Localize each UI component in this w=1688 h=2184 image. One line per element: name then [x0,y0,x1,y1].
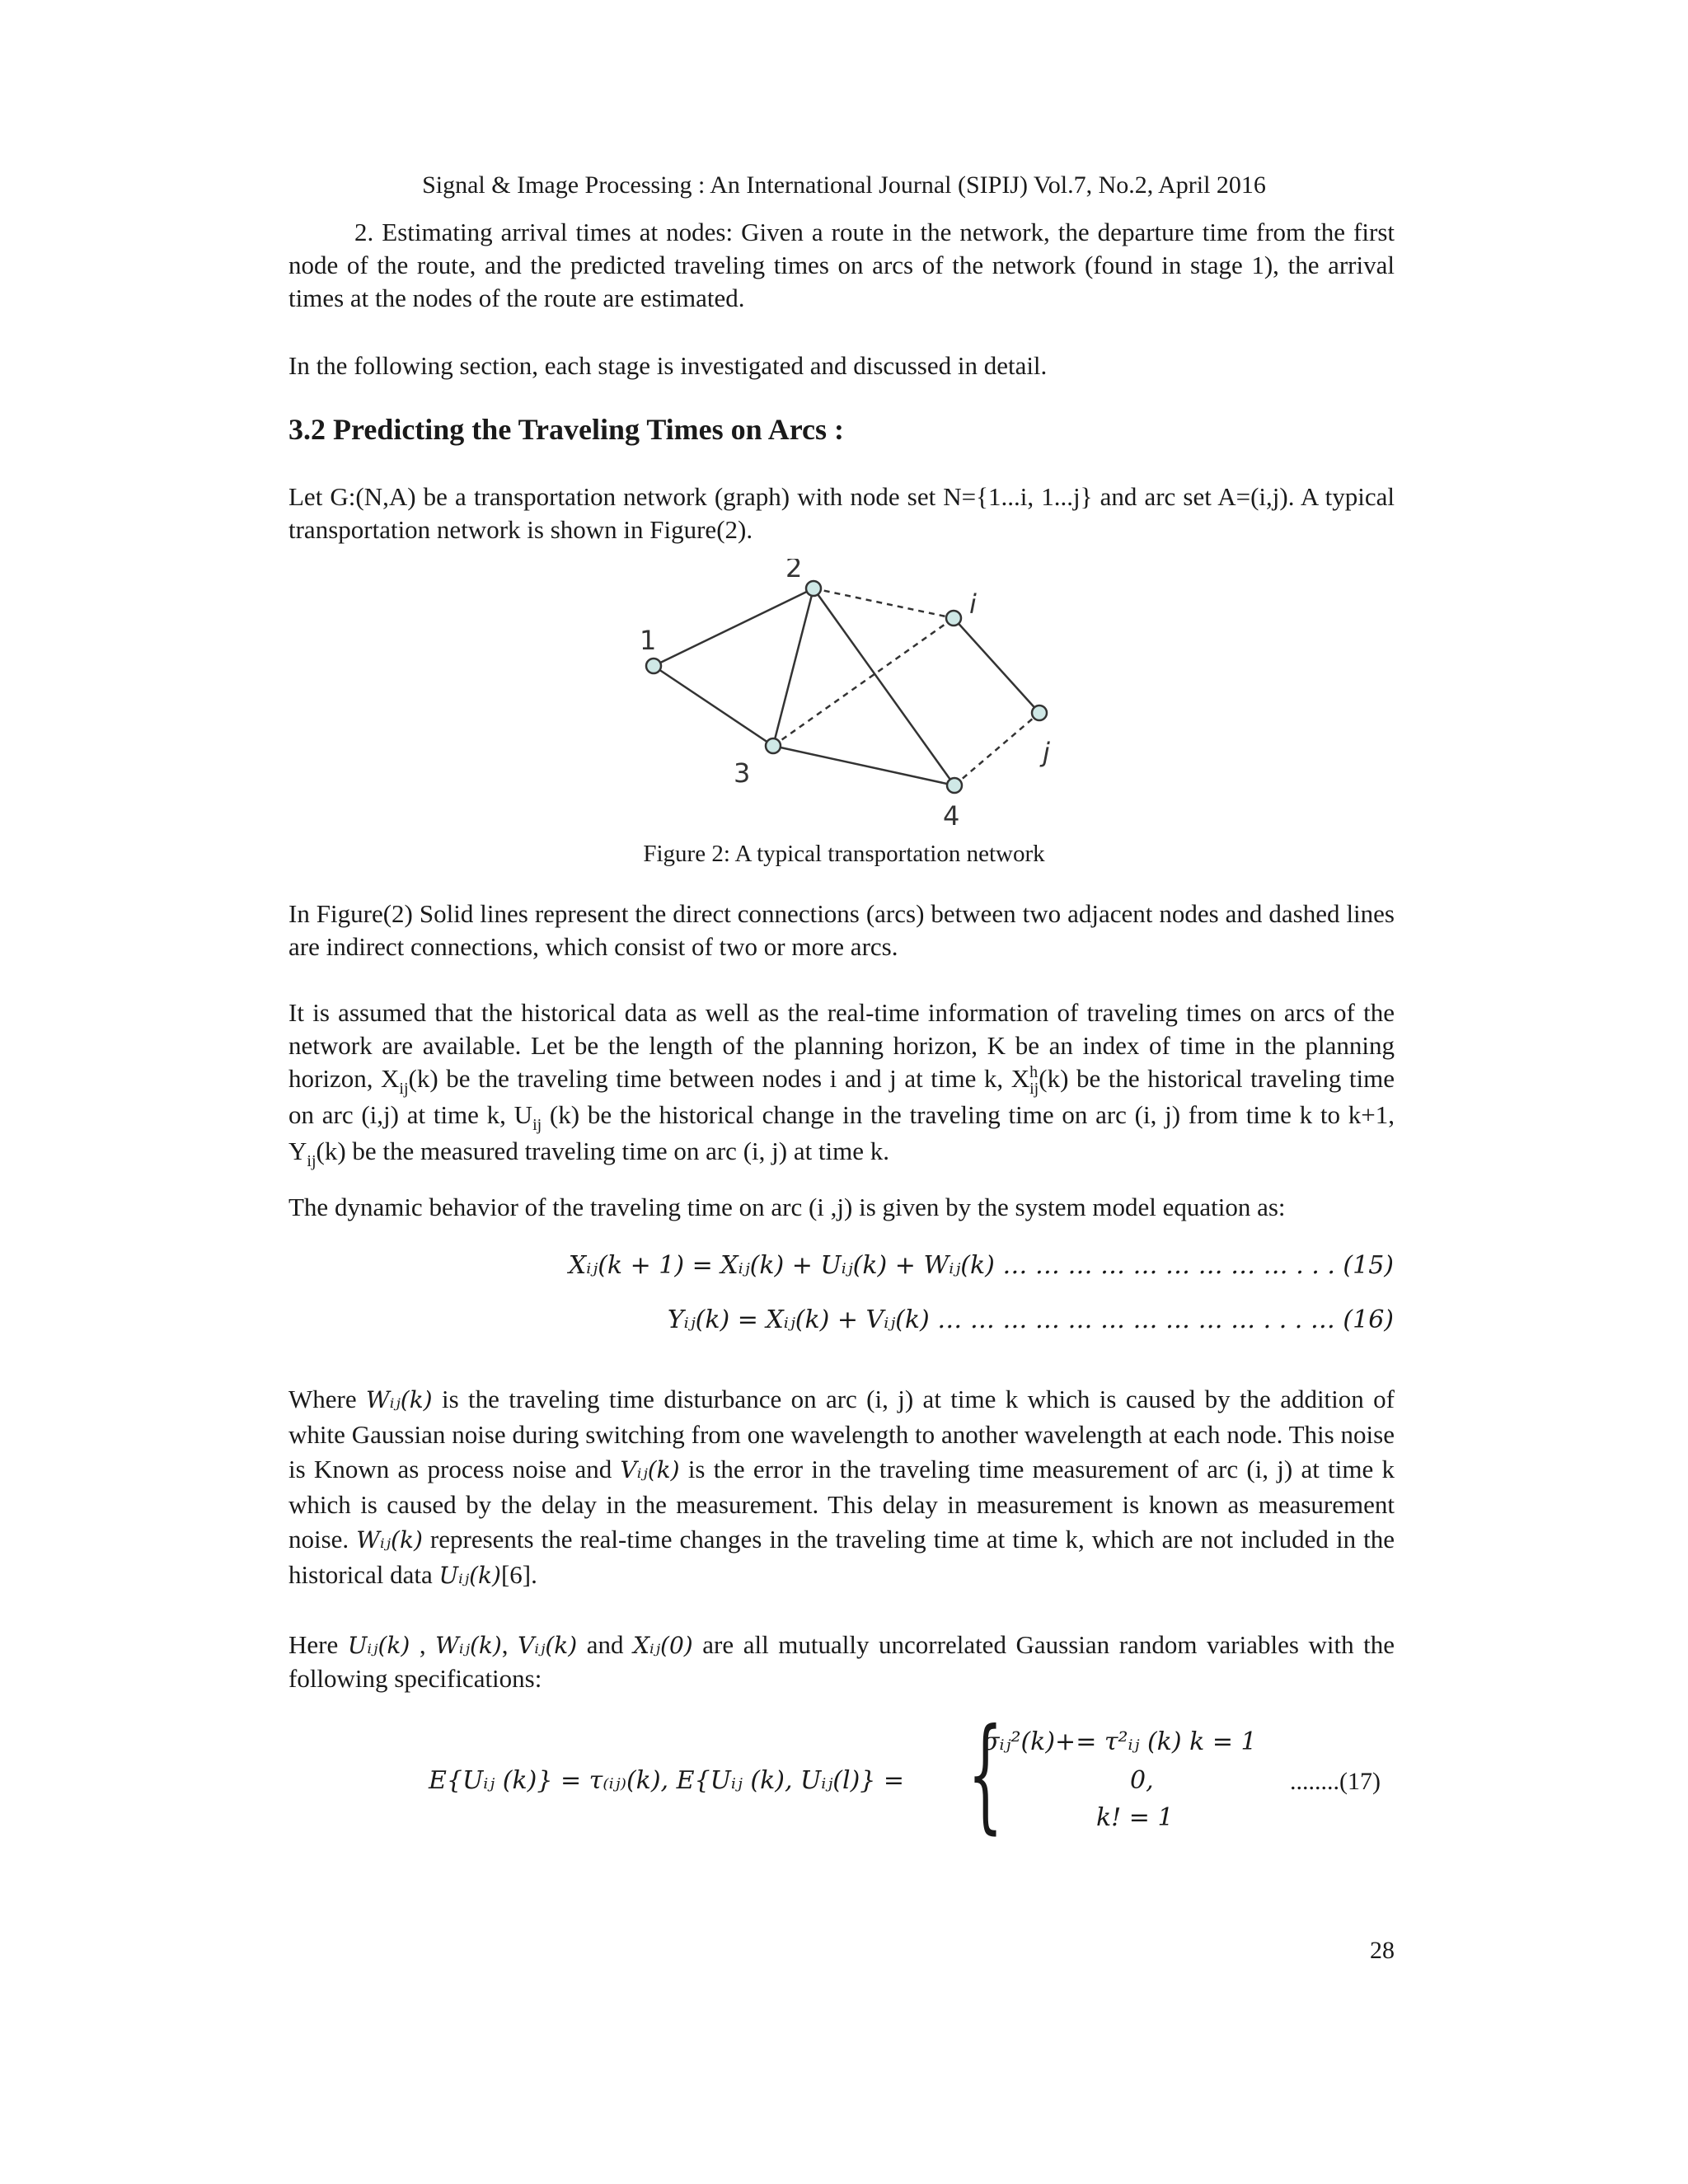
equation-17-brace: { [968,1703,1003,1846]
section-title: 3.2 Predicting the Traveling Times on Arcs : [288,413,844,446]
arc-2-4 [814,588,954,785]
paragraph-gaussian-variables: Here Uᵢⱼ(k) , Wᵢⱼ(k), Vᵢⱼ(k) and Xᵢⱼ(0) are all mutually uncorrelated Gaussian random variables with the following specifications: [288,1630,1395,1693]
equation-17-case-3: k! = 1 [1096,1803,1174,1832]
node-label-i: i [969,588,977,620]
node-3 [766,738,781,753]
network-diagram [610,559,1071,831]
paragraph-following-section: In the following section, each stage is investigated and discussed in detail. [288,351,1048,380]
arc-1-3 [654,666,773,746]
node-j [1032,705,1047,720]
node-4 [947,778,962,793]
equation-17-case-2: 0, [1130,1766,1154,1795]
page-number: 28 [1370,1937,1395,1964]
node-label-4: 4 [943,800,960,831]
equation-17-case-1: σᵢⱼ²(k)+= τ²ᵢⱼ (k) k = 1 [982,1727,1257,1756]
node-label-2: 2 [785,559,803,583]
arc-i-j [954,618,1039,713]
arc-3-4 [773,746,954,785]
equation-16: Yᵢⱼ(k) = Xᵢⱼ(k) + Vᵢⱼ(k) … … … … … … … … … … . . . … (16) [667,1305,1394,1334]
arc-1-2 [654,588,814,666]
paragraph-estimating-arrival: 2. Estimating arrival times at nodes: Given a route in the network, the departure time from the first node of the route, and the predicted traveling times on arcs of the network (found in stage 1), the arrival times at the nodes of the route are estimated. [288,218,1395,312]
arc-2-3 [773,588,814,746]
equation-17-number: ........(17) [1290,1768,1381,1795]
node-2 [806,581,821,596]
node-1 [646,658,661,673]
node-label-j: j [1043,737,1050,768]
equation-17-lhs: E{Uᵢⱼ (k)} = τ₍ᵢⱼ₎(k), E{Uᵢⱼ (k), Uᵢⱼ(l)} = [429,1766,905,1795]
running-header: Signal & Image Processing : An International Journal (SIPIJ) Vol.7, No.2, April 2016 [422,171,1266,199]
paragraph-network-definition: Let G:(N,A) be a transportation network (graph) with node set N={1...i, 1...j} and arc set A=(i,j). A typical transportation network is shown in Figure(2). [288,482,1395,544]
equation-15: Xᵢⱼ(k + 1) = Xᵢⱼ(k) + Uᵢⱼ(k) + Wᵢⱼ(k) … … … … … … … … … . . . (15) [568,1251,1394,1280]
paragraph-assumptions: It is assumed that the historical data as well as the real-time information of traveling times on arcs of the network are available. Let be the length of the planning horizon, K be an index of time in the planning horizon, $X_{ij}(k)$ be the traveling time between nodes i and j at time k, $X^h_{ij}(k)$ be the historical traveling time on arc (i,j) at time k, $U_{ij}$ (k) be the historical change in the traveling time on arc (i, j) from time k to k+1, $Y_{ij}(k)$ be the measured traveling time on arc (i, j) at time k. [288,998,1395,1170]
figure-transportation-network [610,559,1071,835]
paragraph-solid-dashed: In Figure(2) Solid lines represent the direct connections (arcs) between two adjacent nodes and dashed lines are indirect connections, which consist of two or more arcs. [288,899,1395,961]
paragraph-noise-description: Where Wᵢⱼ(k) is the traveling time disturbance on arc (i, j) at time k which is caused by the addition of white Gaussian noise during switching from one wavelength to another wavelength at each node. This noise is Known as process noise and Vᵢⱼ(k) is the error in the traveling time measurement of arc (i, j) at time k which is caused by the delay in the measurement. This delay in measurement is known as measurement noise. Wᵢⱼ(k) represents the real-time changes in the traveling time at time k, which are not included in the historical data Uᵢⱼ(k)[6]. [288,1385,1395,1589]
paragraph-dynamic-behavior: The dynamic behavior of the traveling time on arc (i ,j) is given by the system model equation as: [288,1193,1286,1221]
node-i [946,611,961,626]
node-label-1: 1 [640,625,657,656]
node-label-3: 3 [734,757,751,789]
figure-caption: Figure 2: A typical transportation network [643,841,1045,867]
dashed-arc-2-i [814,588,954,618]
dashed-arc-4-j [954,713,1039,785]
